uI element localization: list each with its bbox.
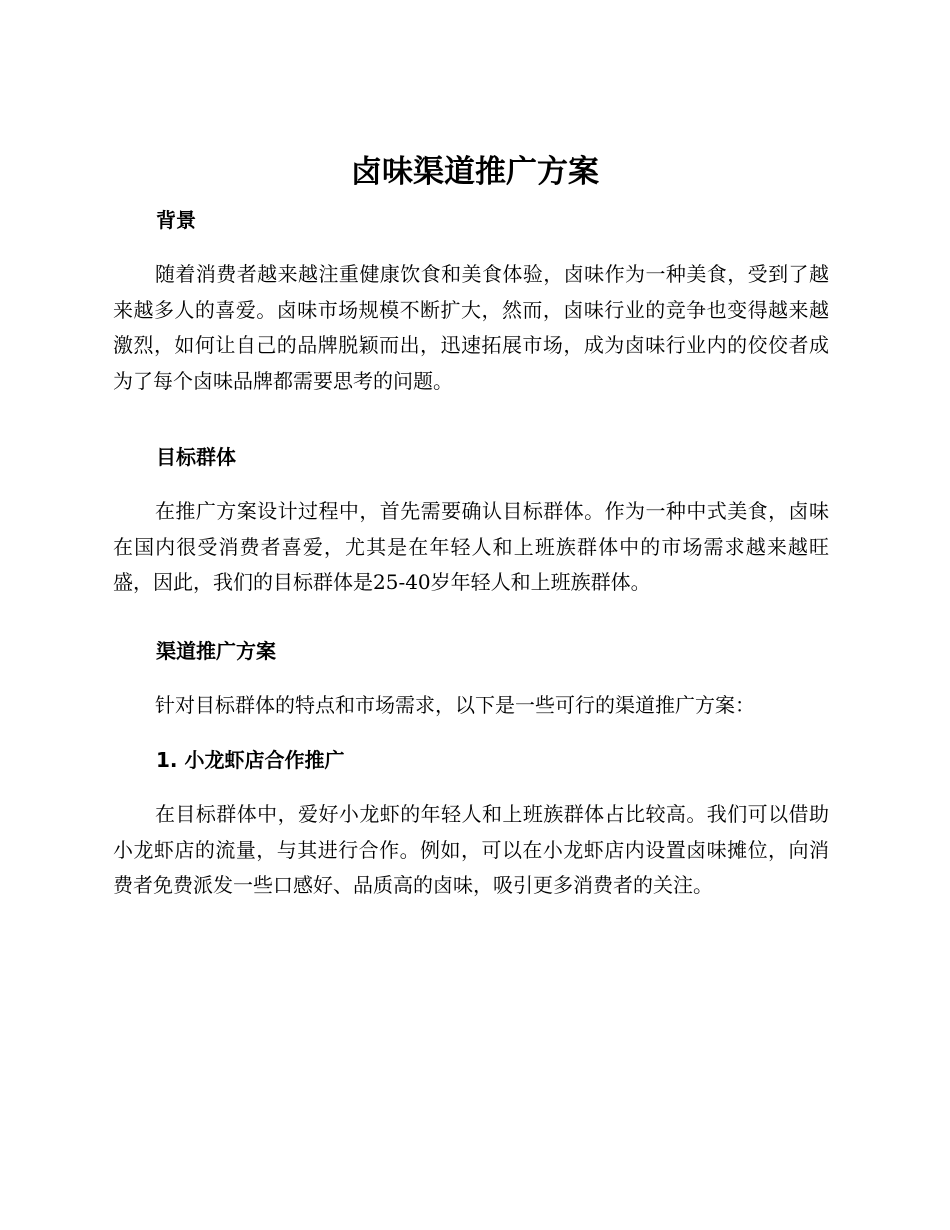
section-paragraph-channel-plan: 针对目标群体的特点和市场需求，以下是一些可行的渠道推广方案： [155,693,755,717]
section-heading-crayfish-promo: 1. 小龙虾店合作推广 [156,748,345,772]
section-heading-channel-plan: 渠道推广方案 [156,639,276,663]
section-heading-target-group: 目标群体 [156,445,236,469]
section-paragraph-background: 随着消费者越来越注重健康饮食和美食体验，卤味作为一种美食，受到了越来越多人的喜爱。卤味市场规模不断扩大，然而，卤味行业的竞争也变得越来越激烈，如何让自己的品牌脱颖而出，迅速拓展市场，成为卤味行业内的佼佼者成为了每个卤味品牌都需要思考的问题。 [113,262,829,393]
section-heading-background: 背景 [156,208,196,232]
section-paragraph-crayfish-promo: 在目标群体中，爱好小龙虾的年轻人和上班族群体占比较高。我们可以借助小龙虾店的流量，与其进行合作。例如，可以在小龙虾店内设置卤味摊位，向消费者免费派发一些口感好、品质高的卤味，吸引更多消费者的关注。 [113,802,829,897]
document-title: 卤味渠道推广方案 [351,154,599,190]
section-paragraph-target-group: 在推广方案设计过程中，首先需要确认目标群体。作为一种中式美食，卤味在国内很受消费者喜爱，尤其是在年轻人和上班族群体中的市场需求越来越旺盛，因此，我们的目标群体是25-40岁年轻人和上班族群体。 [113,499,829,594]
